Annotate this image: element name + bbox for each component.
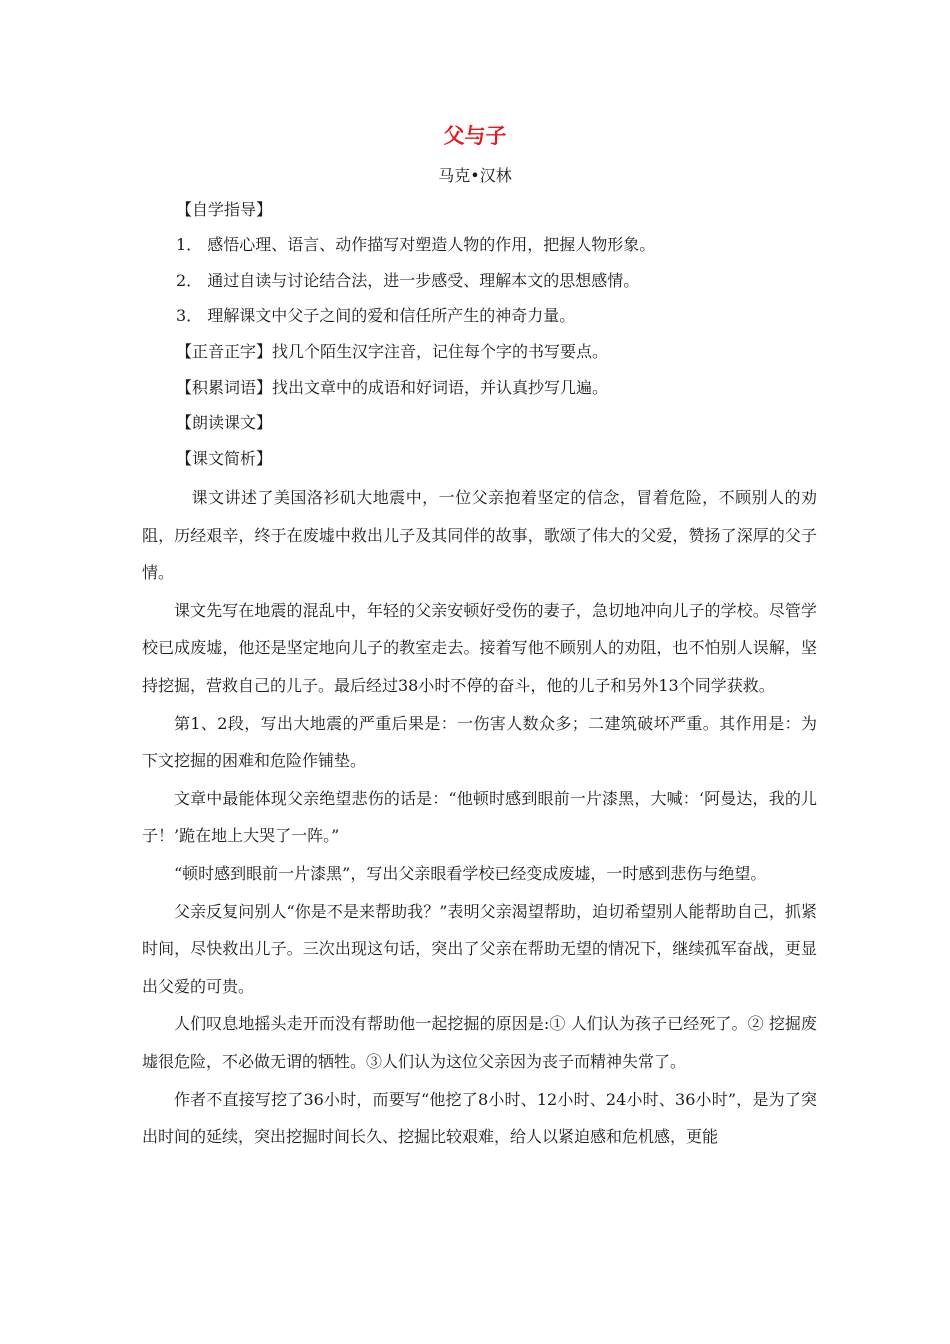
paragraph: 课文讲述了美国洛衫矶大地震中，一位父亲抱着坚定的信念，冒着危险，不顾别人的劝阻，历经艰辛，终于在废墟中救出儿子及其同伴的故事，歌颂了伟大的父爱，赞扬了深厚的父子情。 bbox=[142, 488, 817, 583]
paragraph: 第1、2段，写出大地震的严重后果是：一伤害人数众多；二建筑破坏严重。其作用是：为下文挖掘的困难和危险作铺垫。 bbox=[142, 713, 817, 771]
zhengyin-section: 【正音正字】找几个陌生汉字注音，记住每个字的书写要点。 bbox=[176, 342, 609, 361]
analysis-body bbox=[142, 479, 817, 1156]
guide-item-1: 1． 感悟心理、语言、动作描写对塑造人物的作用，把握人物形象。 bbox=[176, 235, 656, 254]
jilei-section: 【积累词语】找出文章中的成语和好词语，并认真抄写几遍。 bbox=[176, 378, 609, 397]
guide-item-3: 3． 理解课文中父子之间的爱和信任所产生的神奇力量。 bbox=[176, 306, 576, 325]
langdu-heading: 【朗读课文】 bbox=[176, 413, 273, 432]
paragraph: 课文先写在地震的混乱中，年轻的父亲安顿好受伤的妻子，急切地冲向儿子的学校。尽管学校已成废墟，他还是坚定地向儿子的教室走去。接着写他不顾别人的劝阻，也不怕别人误解，坚持挖掘，营救自己的儿子。最后经过38小时不停的奋斗，他的儿子和另外13个同学获救。 bbox=[142, 600, 817, 695]
paragraph: “顿时感到眼前一片漆黑”，写出父亲眼看学校已经变成废墟，一时感到悲伤与绝望。 bbox=[174, 863, 767, 883]
paragraph: 人们叹息地摇头走开而没有帮助他一起挖掘的原因是:① 人们认为孩子已经死了。② 挖掘废墟很危险，不必做无谓的牺牲。③人们认为这位父亲因为丧子而精神失常了。 bbox=[142, 1014, 817, 1071]
guide-heading: 【自学指导】 bbox=[176, 200, 273, 219]
paragraph: 文章中最能体现父亲绝望悲伤的话是：“他顿时感到眼前一片漆黑，大喊：‘阿曼达，我的儿子！’跪在地上大哭了一阵。” bbox=[142, 788, 817, 846]
guide-item-2: 2． 通过自读与讨论结合法，进一步感受、理解本文的思想感情。 bbox=[176, 271, 640, 290]
paragraph: 父亲反复问别人“你是不是来帮助我？”表明父亲渴望帮助，迫切希望别人能帮助自己，抓紧时间，尽快救出儿子。三次出现这句话，突出了父亲在帮助无望的情况下，继续孤军奋战，更显出父爱的可贵。 bbox=[142, 901, 817, 996]
jianxi-heading: 【课文简析】 bbox=[176, 449, 273, 468]
paragraph: 作者不直接写挖了36小时，而要写“他挖了8小时、12小时、24小时、36小时”，是为了突出时间的延续，突出挖掘时间长久、挖掘比较艰难，给人以紧迫感和危机感，更能 bbox=[142, 1089, 817, 1147]
author-line: 马克•汉林 bbox=[438, 166, 512, 185]
page-title: 父与子 bbox=[443, 124, 507, 148]
